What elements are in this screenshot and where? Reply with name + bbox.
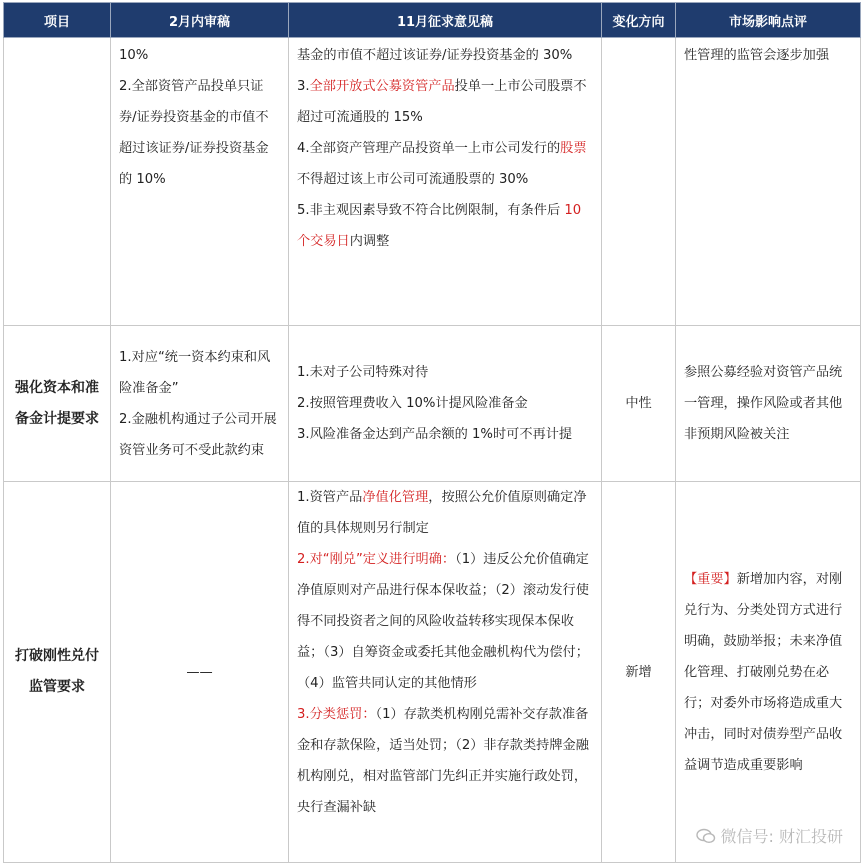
text-segment: 3.风险准备金达到产品余额的 1%时可不再计提 [297,427,573,442]
row2-comment [676,326,861,482]
regulation-comparison-table [3,2,861,863]
text-segment: 基金的市值不超过该证券/证券投资基金的 30% [297,48,573,63]
row2-nov [289,326,602,482]
row1-nov [289,38,602,326]
row1-feb [111,38,289,326]
text-segment: 不得超过该上市公司可流通股票的 30% [297,172,529,187]
row2-feb-line: 2.金融机构通过子公司开展资管业务可不受此款约束 [119,411,277,458]
text-segment: 新增加内容，对刚兑行为、分类处罚方式进行明确，鼓励举报；未来净值化管理、打破刚兑势在必行；对委外市场将造成重大冲击，同时对债券型产品收益调节造成重要影响 [684,571,843,773]
row3-feb: —— [111,482,289,863]
header-feb-draft: 2月内审稿 [111,3,289,38]
cell-paragraph [297,40,593,71]
row1-feb-line: 2.全部资管产品投单只证券/证券投资基金的市值不超过该证券/证券投资基金的 10% [119,79,269,187]
row2-item: 强化资本和准备金计提要求 [4,326,111,482]
row1-comment [676,38,861,326]
text-segment: 2.按照管理费收入 10%计提风险准备金 [297,396,528,411]
text-segment: （1）违反公允价值确定净值原则对产品进行保本保收益；（2）滚动发行使得不同投资者之间的风险收益转移实现保本保收益；（3）自筹资金或委托其他金融机构代为偿付；（4）监管共同认定的其他情形 [297,552,589,691]
text-segment: 1.资管产品 [297,490,363,505]
table-row [4,482,861,863]
text-segment: 性管理的监管会逐步加强 [684,48,830,63]
cell-paragraph [684,564,852,781]
cell-paragraph [297,699,593,823]
cell-paragraph [297,388,593,419]
table-row [4,38,861,326]
row2-direction: 中性 [602,326,676,482]
cell-paragraph [297,482,593,544]
watermark-text: 微信号: 财汇投研 [720,827,843,846]
table-row [4,326,861,482]
header-nov-draft: 11月征求意见稿 [289,3,602,38]
text-segment: 参照公募经验对资管产品统一管理，操作风险或者其他非预期风险被关注 [684,365,843,442]
cell-paragraph [297,419,593,450]
table-header-row [4,3,861,38]
cell-paragraph [684,357,852,450]
header-item: 项目 [4,3,111,38]
row3-item: 打破刚性兑付监管要求 [4,482,111,863]
row3-direction: 新增 [602,482,676,863]
wechat-watermark [696,824,843,847]
text-segment: ，按照公允价值原则确定净值的具体规则另行制定 [297,490,587,536]
cell-paragraph [297,357,593,388]
text-segment: 5.非主观因素导致不符合比例限制，有条件后 [297,203,565,218]
cell-paragraph [297,133,593,195]
header-direction: 变化方向 [602,3,676,38]
row2-feb [111,326,289,482]
cell-paragraph [297,544,593,699]
text-segment: 4.全部资产管理产品投资单一上市公司发行的 [297,141,561,156]
highlight-text: 3.分类惩罚： [297,707,376,722]
highlight-text: 全部开放式公募资管产品 [309,79,455,94]
highlight-text: 【重要】 [684,571,737,587]
header-comment: 市场影响点评 [676,3,861,38]
wechat-icon [696,828,716,844]
row1-feb-line: 10% [119,48,149,63]
highlight-text: 2.对“刚兑”定义进行明确： [297,552,456,567]
row1-direction [602,38,676,326]
row3-nov [289,482,602,863]
highlight-text: 股票 [560,141,587,156]
text-segment: （1）存款类机构刚兑需补交存款准备金和存款保险，适当处罚；（2）非存款类持牌金融机构刚兑，相对监管部门先纠正并实施行政处罚，央行查漏补缺 [297,707,589,815]
text-segment: 投单一上市公司股票不超过可流通股的 15% [297,79,587,125]
highlight-text: 10 个交易日 [297,203,582,249]
text-segment: 内调整 [349,234,390,249]
text-segment: 3. [297,79,310,94]
row2-feb-line: 1.对应“统一资本约束和风险准备金” [119,349,271,396]
cell-paragraph [297,195,593,257]
cell-paragraph [684,40,852,71]
text-segment: 1.未对子公司特殊对待 [297,365,429,380]
row1-item [4,38,111,326]
cell-paragraph [297,71,593,133]
highlight-text: 净值化管理 [362,490,429,505]
row3-comment [676,482,861,863]
